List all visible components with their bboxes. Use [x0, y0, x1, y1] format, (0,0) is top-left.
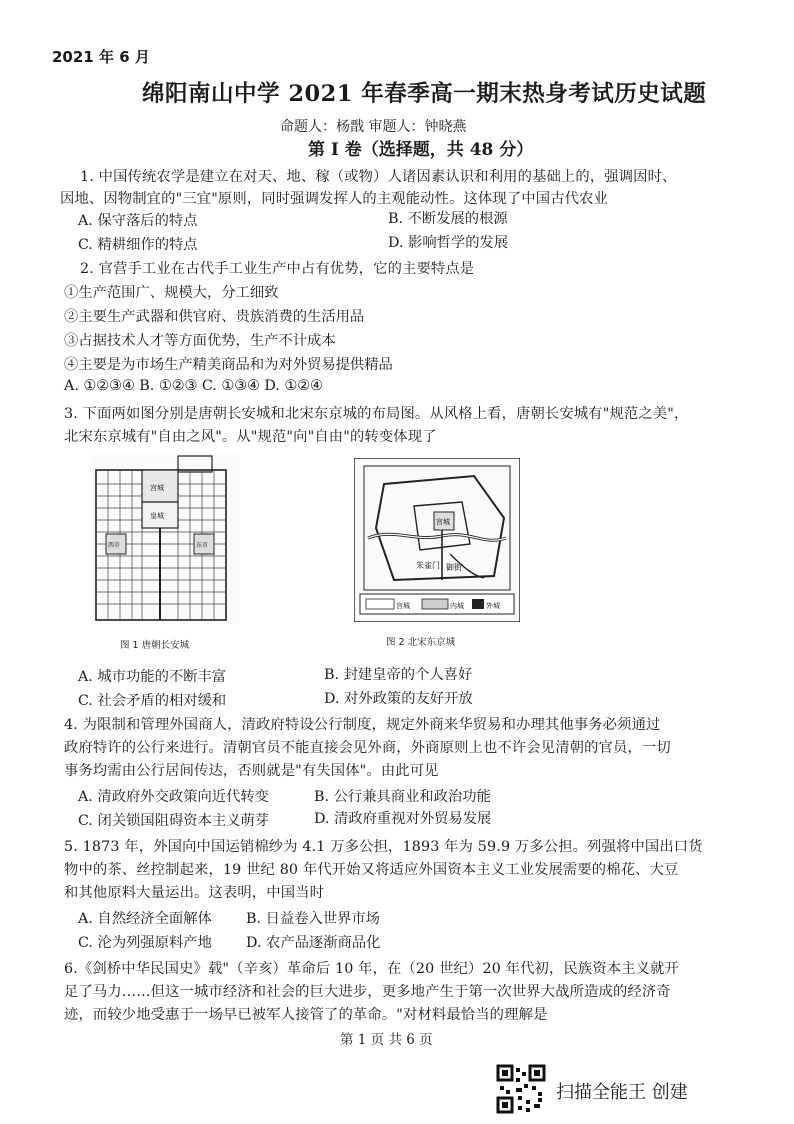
- q5-option-d: D. 农产品逐渐商品化: [246, 935, 381, 951]
- fig2-label-yujie: 御街: [446, 563, 462, 572]
- fig2-legend-outer-city: 外城: [486, 602, 500, 610]
- q5-option-a: A. 自然经济全面解体: [78, 911, 212, 927]
- figure-1-changan-map: [92, 454, 240, 624]
- q1-stem-line1: 1. 中国传统农学是建立在对天、地、稼（或物）人诸因素认识和利用的基础上的，强调因时、: [80, 169, 677, 185]
- q5-stem-line2: 物中的茶、丝控制起来，19 世纪 80 年代开始又将适应外国资本主义工业发展需要的棉花、大豆: [64, 862, 679, 878]
- fig2-legend-palace: 宫城: [396, 602, 410, 610]
- q4-stem-line2: 政府特许的公行来进行。清朝官员不能直接会见外商，外商原则上也不许会见清朝的官员，一切: [64, 740, 671, 756]
- q5-option-b: B. 日益卷入世界市场: [246, 911, 380, 927]
- q6-stem-line3: 迹，而较少地受惠于一场早已被军人接管了的革命。"对材料最恰当的理解是: [64, 1007, 548, 1023]
- q4-stem-line3: 事务均需由公行居间传达，否则就是"有失国体"。由此可见: [64, 763, 439, 779]
- q5-option-c: C. 沦为列强原料产地: [78, 935, 212, 951]
- fig1-label-east-market: 东市: [196, 542, 209, 549]
- fig1-label-palace: 宫城: [150, 484, 164, 492]
- q2-options: A. ①②③④ B. ①②③ C. ①③④ D. ①②④: [64, 378, 323, 394]
- qr-code-icon: [496, 1064, 546, 1114]
- q1-option-a: A. 保守落后的特点: [78, 213, 198, 229]
- fig1-label-imperial-city: 皇城: [150, 512, 164, 520]
- q4-option-b: B. 公行兼具商业和政治功能: [314, 789, 491, 805]
- fig2-label-zhuque-gate: 朱雀门: [416, 561, 440, 570]
- q3-option-b: B. 封建皇帝的个人喜好: [324, 667, 473, 683]
- q6-stem-line1: 6.《剑桥中华民国史》载"（辛亥）革命后 10 年，在（20 世纪）20 年代初，民族资本主义就开: [64, 961, 680, 977]
- q4-stem-line1: 4. 为限制和管理外国商人，清政府特设公行制度，规定外商来华贸易和办理其他事务必须通过: [64, 717, 661, 733]
- fig1-label-west-market: 西市: [108, 542, 121, 549]
- q1-option-d: D. 影响哲学的发展: [388, 235, 509, 251]
- q4-option-a: A. 清政府外交政策向近代转变: [78, 789, 269, 805]
- scanner-brand-watermark: 扫描全能王 创建: [556, 1082, 688, 1103]
- figure-2-caption: 图 2 北宋东京城: [386, 637, 456, 648]
- q3-option-a: A. 城市功能的不断丰富: [78, 669, 227, 685]
- q4-option-c: C. 闭关锁国阻碍资本主义萌芽: [78, 813, 270, 829]
- q1-stem-line2: 因地、因物制宜的"三宜"原则，同时强调发挥人的主观能动性。这体现了中国古代农业: [60, 191, 608, 207]
- q2-item-3: ③占据技术人才等方面优势，生产不计成本: [64, 333, 336, 349]
- q3-option-c: C. 社会矛盾的相对缓和: [78, 693, 227, 709]
- exam-title: 绵阳南山中学 2021 年春季高一期末热身考试历史试题: [142, 81, 707, 107]
- q2-item-1: ①生产范围广、规模大，分工细致: [64, 285, 279, 301]
- q4-option-d: D. 清政府重视对外贸易发展: [314, 811, 492, 827]
- q5-stem-line3: 和其他原料大量运出。这表明，中国当时: [64, 885, 325, 901]
- section-heading: 第 I 卷（选择题，共 48 分）: [308, 140, 534, 160]
- figure-2-dongjing-map: [354, 458, 520, 622]
- page-number: 第 1 页 共 6 页: [340, 1032, 433, 1048]
- q1-option-c: C. 精耕细作的特点: [78, 237, 198, 253]
- q3-option-d: D. 对外政策的友好开放: [324, 691, 473, 707]
- exam-authors: 命题人：杨戬 审题人：钟晓燕: [280, 119, 467, 135]
- exam-date: 2021 年 6 月: [52, 48, 150, 66]
- q1-option-b: B. 不断发展的根源: [388, 211, 508, 227]
- fig2-legend-inner-city: 内城: [450, 602, 464, 610]
- q5-stem-line1: 5. 1873 年，外国向中国运销棉纱为 4.1 万多公担，1893 年为 59.9 万多公担。列强将中国出口货: [64, 839, 703, 855]
- figure-1-caption: 图 1 唐朝长安城: [120, 640, 190, 651]
- q2-item-2: ②主要生产武器和供官府、贵族消费的生活用品: [64, 309, 365, 325]
- q2-stem: 2. 官营手工业在古代手工业生产中占有优势，它的主要特点是: [80, 261, 475, 277]
- q2-item-4: ④主要是为市场生产精美商品和为对外贸易提供精品: [64, 357, 393, 373]
- q6-stem-line2: 足了马力……但这一城市经济和社会的巨大进步，更多地产生于第一次世界大战所造成的经济奇: [64, 984, 671, 1000]
- q3-stem-line2: 北宋东京城有"自由之风"。从"规范"向"自由"的转变体现了: [64, 429, 437, 445]
- q3-stem-line1: 3. 下面两如图分别是唐朝长安城和北宋东京城的布局图。从风格上看，唐朝长安城有"规范之美"，: [64, 406, 689, 422]
- fig2-label-palace: 宫城: [436, 518, 450, 526]
